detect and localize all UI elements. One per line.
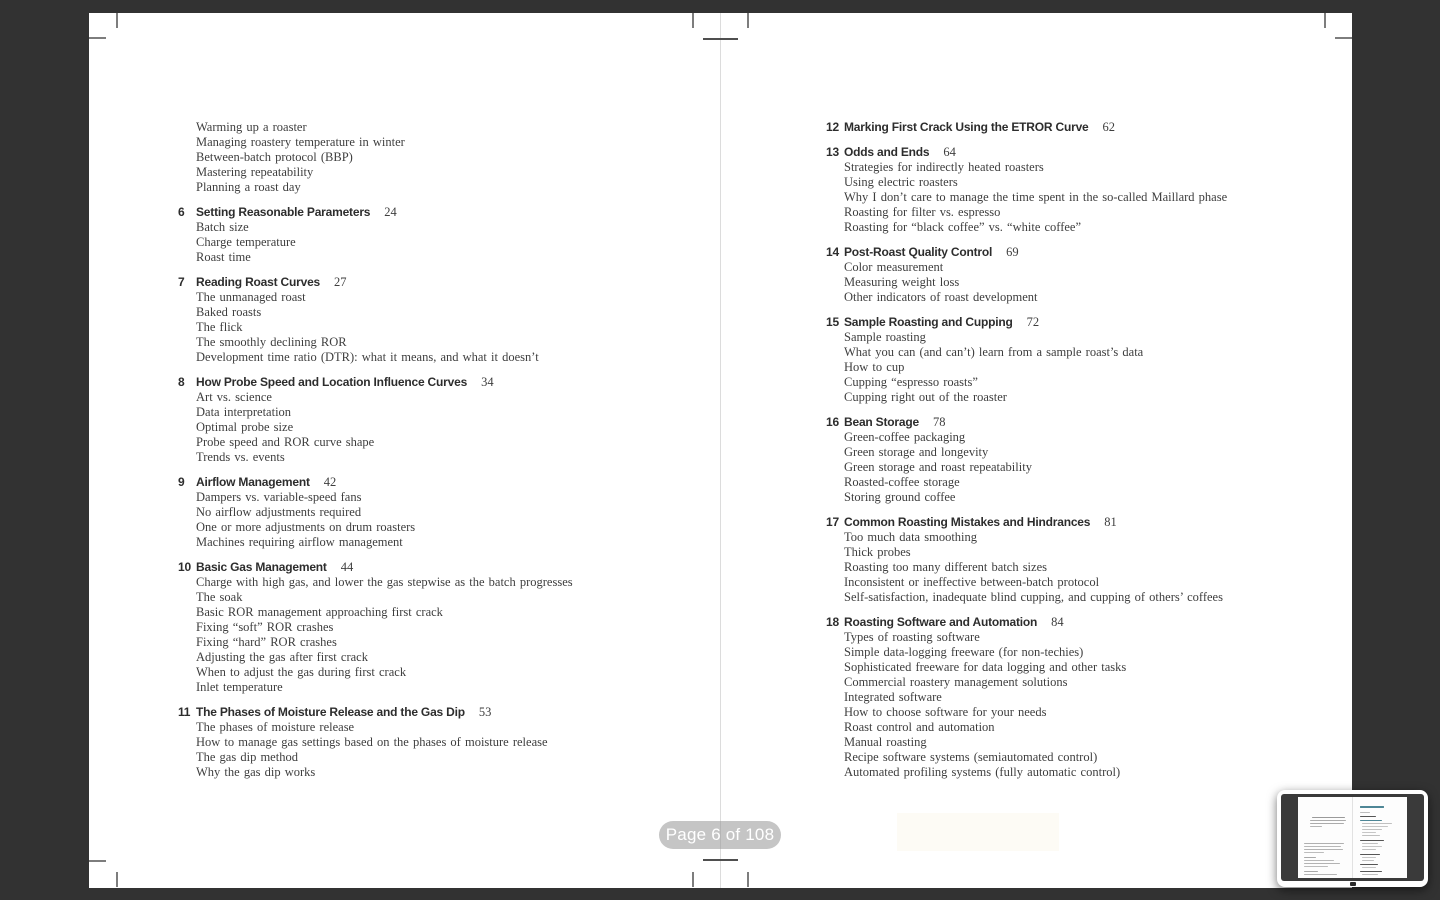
toc-chapter-title: Reading Roast Curves — [196, 275, 321, 289]
toc-entry: Why I don’t care to manage the time spent in the so-called Maillard phase — [844, 190, 1228, 204]
toc-chapter-title: How Probe Speed and Location Influence Curves — [196, 375, 468, 389]
toc-entry: How to choose software for your needs — [844, 705, 1047, 719]
toc-entry: Automated profiling systems (fully automatic control) — [844, 765, 1121, 779]
toc-chapter-row — [178, 705, 658, 720]
toc-chapter-page: 27 — [334, 275, 347, 289]
toc-section — [826, 245, 1306, 305]
toc-chapter-title: Airflow Management — [196, 475, 310, 489]
toc-chapter-row — [178, 275, 658, 290]
toc-entry: Probe speed and ROR curve shape — [196, 435, 375, 449]
toc-chapter-title: Common Roasting Mistakes and Hindrances — [844, 515, 1091, 529]
toc-entry: Inconsistent or ineffective between-batch protocol — [844, 575, 1100, 589]
thumbnail-text-line — [1362, 823, 1392, 824]
toc-entry: The flick — [196, 320, 243, 334]
page-indicator-pill: Page 6 of 108 — [659, 821, 781, 849]
toc-chapter-row — [826, 120, 1306, 135]
toc-chapter-row — [178, 375, 658, 390]
thumbnail-text-line — [1362, 835, 1380, 836]
crop-mark-top-left-h — [89, 37, 106, 39]
toc-entry: Planning a roast day — [196, 180, 301, 194]
toc-section — [178, 375, 658, 465]
toc-section — [178, 120, 658, 195]
thumbnail-text-line — [1310, 820, 1346, 821]
thumbnail-text-line — [1304, 852, 1324, 853]
toc-chapter-title: Sample Roasting and Cupping — [844, 315, 1013, 329]
toc-entry: Charge temperature — [196, 235, 296, 249]
toc-entry: Roasting for filter vs. espresso — [844, 205, 1001, 219]
toc-entry: Green-coffee packaging — [844, 430, 966, 444]
toc-chapter-page: 34 — [481, 375, 494, 389]
thumbnail-text-line — [1304, 843, 1344, 844]
toc-entry: Fixing “soft” ROR crashes — [196, 620, 334, 634]
thumbnail-text-line — [1304, 871, 1318, 872]
toc-entry: No airflow adjustments required — [196, 505, 362, 519]
toc-chapter-number: 8 — [178, 375, 185, 389]
toc-entry: Thick probes — [844, 545, 911, 559]
thumbnail-text-line — [1362, 846, 1382, 847]
toc-entry: Commercial roastery management solutions — [844, 675, 1068, 689]
toc-chapter-row — [178, 205, 658, 220]
thumbnail-text-line — [1360, 864, 1378, 865]
thumbnail-text-line — [1310, 823, 1344, 824]
toc-entry: Simple data-logging freeware (for non-techies) — [844, 645, 1084, 659]
toc-entry: Data interpretation — [196, 405, 292, 419]
faint-highlight — [897, 813, 1059, 851]
toc-entry: Types of roasting software — [844, 630, 980, 644]
thumbnail-spread-frame — [1281, 794, 1424, 881]
thumbnail-text-line — [1304, 860, 1334, 861]
book-spread — [89, 13, 1352, 888]
toc-entry: Manual roasting — [844, 735, 927, 749]
crop-mark-bottom-left-h — [89, 860, 106, 862]
toc-chapter-row — [826, 315, 1306, 330]
toc-entry: Roasting for “black coffee” vs. “white coffee” — [844, 220, 1082, 234]
thumbnail-text-line — [1360, 816, 1376, 817]
toc-section — [826, 120, 1306, 135]
toc-section — [826, 515, 1306, 605]
crop-mark-bottom-left-v — [116, 872, 118, 887]
toc-chapter-row — [826, 245, 1306, 260]
thumbnail-text-line — [1362, 849, 1376, 850]
toc-chapter-title: Roasting Software and Automation — [844, 615, 1038, 629]
toc-entry: Cupping right out of the roaster — [844, 390, 1007, 404]
toc-chapter-page: 69 — [1006, 245, 1019, 259]
toc-entry: Integrated software — [844, 690, 942, 704]
toc-entry: Baked roasts — [196, 305, 262, 319]
toc-chapter-number: 12 — [826, 120, 839, 134]
toc-chapter-page: 62 — [1102, 120, 1116, 134]
toc-chapter-page: 24 — [384, 205, 397, 219]
toc-entry: Fixing “hard” ROR crashes — [196, 635, 337, 649]
crop-mark-bottom-center-v1 — [692, 872, 694, 887]
toc-entry: The gas dip method — [196, 750, 298, 764]
toc-chapter-row — [826, 415, 1306, 430]
thumbnail-text-line — [1362, 860, 1374, 861]
thumbnail-text-line — [1362, 857, 1376, 858]
thumbnail-text-line — [1362, 829, 1382, 830]
toc-chapter-page: 72 — [1026, 315, 1040, 329]
toc-entry: Adjusting the gas after first crack — [196, 650, 368, 664]
toc-chapter-row — [826, 515, 1306, 530]
toc-entry: Charge with high gas, and lower the gas stepwise as the batch progresses — [196, 575, 573, 589]
toc-entry: Green storage and roast repeatability — [844, 460, 1032, 474]
toc-section — [178, 705, 658, 780]
toc-chapter-number: 11 — [178, 705, 191, 719]
thumbnail-text-line — [1304, 849, 1343, 850]
toc-entry: Cupping “espresso roasts” — [844, 375, 978, 389]
thumbnail-text-line — [1304, 866, 1328, 867]
toc-chapter-row — [826, 615, 1306, 630]
toc-chapter-page: 44 — [340, 560, 354, 574]
toc-entry: What you can (and can’t) learn from a sample roast’s data — [844, 345, 1144, 359]
crop-mark-top-center-h — [703, 38, 738, 40]
toc-entry: Measuring weight loss — [844, 275, 960, 289]
thumbnail-text-line — [1362, 874, 1378, 875]
toc-entry: Trends vs. events — [196, 450, 285, 464]
toc-entry: Using electric roasters — [844, 175, 958, 189]
crop-mark-top-center-v1 — [692, 13, 694, 28]
toc-entry: Sophisticated freeware for data logging and other tasks — [844, 660, 1127, 674]
thumbnail-text-line — [1304, 846, 1341, 847]
toc-chapter-number: 15 — [826, 315, 839, 329]
toc-chapter-title: The Phases of Moisture Release and the Gas Dip — [196, 705, 465, 719]
toc-chapter-number: 18 — [826, 615, 839, 629]
toc-section — [178, 275, 658, 365]
page-gutter-line — [720, 13, 721, 888]
thumbnail-text-line — [1304, 874, 1337, 875]
toc-entry: Storing ground coffee — [844, 490, 956, 504]
toc-entry: How to manage gas settings based on the phases of moisture release — [196, 735, 548, 749]
toc-entry: The phases of moisture release — [196, 720, 355, 734]
thumbnail-text-line — [1304, 863, 1340, 864]
page-preview-thumbnail[interactable] — [1277, 790, 1428, 887]
toc-chapter-number: 9 — [178, 475, 185, 489]
thumbnail-text-line — [1362, 843, 1378, 844]
toc-chapter-number: 7 — [178, 275, 185, 289]
toc-chapter-row — [178, 475, 658, 490]
toc-entry: The smoothly declining ROR — [196, 335, 347, 349]
toc-entry: Sample roasting — [844, 330, 926, 344]
toc-entry: Inlet temperature — [196, 680, 283, 694]
thumbnail-text-line — [1360, 812, 1370, 813]
toc-section — [178, 560, 658, 695]
toc-entry: Mastering repeatability — [196, 165, 314, 179]
toc-entry: The unmanaged roast — [196, 290, 306, 304]
crop-mark-top-left-v — [116, 13, 118, 28]
toc-chapter-number: 6 — [178, 205, 185, 219]
toc-chapter-number: 16 — [826, 415, 839, 429]
toc-right-page — [826, 120, 1306, 780]
toc-chapter-title: Odds and Ends — [844, 145, 930, 159]
thumbnail-right-page — [1353, 797, 1407, 878]
toc-entry: Green storage and longevity — [844, 445, 989, 459]
toc-entry: Machines requiring airflow management — [196, 535, 403, 549]
toc-entry: Warming up a roaster — [196, 120, 307, 134]
toc-entry: Batch size — [196, 220, 249, 234]
toc-entry: Development time ratio (DTR): what it means, and what it doesn’t — [196, 350, 539, 364]
toc-section — [178, 475, 658, 550]
toc-chapter-page: 42 — [323, 475, 337, 489]
toc-section — [826, 615, 1306, 780]
thumbnail-text-line — [1360, 871, 1382, 872]
toc-chapter-title: Post-Roast Quality Control — [844, 245, 993, 259]
toc-entry: When to adjust the gas during first crack — [196, 665, 407, 679]
toc-chapter-page: 84 — [1051, 615, 1064, 629]
toc-entry: The soak — [196, 590, 243, 604]
thumbnail-text-line — [1360, 840, 1384, 841]
toc-chapter-page: 81 — [1104, 515, 1117, 529]
crop-mark-bottom-center-v2 — [747, 872, 749, 887]
toc-entry: Roast control and automation — [844, 720, 995, 734]
thumbnail-text-line — [1362, 867, 1376, 868]
toc-chapter-number: 13 — [826, 145, 839, 159]
toc-entry: Optimal probe size — [196, 420, 294, 434]
toc-chapter-page: 53 — [478, 705, 492, 719]
toc-entry: How to cup — [844, 360, 905, 374]
toc-chapter-title: Marking First Crack Using the ETROR Curve — [844, 120, 1089, 134]
thumbnail-left-page — [1298, 797, 1353, 878]
toc-entry: Roasting too many different batch sizes — [844, 560, 1047, 574]
toc-chapter-page: 78 — [932, 415, 946, 429]
toc-entry: Art vs. science — [196, 390, 272, 404]
toc-section — [826, 415, 1306, 505]
thumbnail-text-line — [1360, 806, 1384, 808]
toc-chapter-number: 14 — [826, 245, 839, 259]
toc-chapter-title: Bean Storage — [844, 415, 919, 429]
toc-chapter-row — [178, 560, 658, 575]
toc-section — [826, 145, 1306, 235]
toc-entry: Roast time — [196, 250, 251, 264]
toc-entry: Between-batch protocol (BBP) — [196, 150, 353, 164]
toc-entry: Self-satisfaction, inadequate blind cupping, and cupping of others’ coffees — [844, 590, 1223, 604]
toc-entry: Basic ROR management approaching first crack — [196, 605, 443, 619]
crop-mark-top-right-h — [1335, 37, 1352, 39]
toc-entry: Too much data smoothing — [844, 530, 978, 544]
crop-mark-top-right-v — [1324, 13, 1326, 28]
toc-entry: One or more adjustments on drum roasters — [196, 520, 416, 534]
thumbnail-text-line — [1360, 820, 1382, 821]
toc-entry: Why the gas dip works — [196, 765, 316, 779]
toc-entry: Managing roastery temperature in winter — [196, 135, 405, 149]
toc-section — [178, 205, 658, 265]
thumbnail-text-line — [1362, 826, 1388, 827]
crop-mark-bottom-center-h — [703, 859, 738, 861]
toc-entry: Other indicators of roast development — [844, 290, 1038, 304]
crop-mark-top-center-v2 — [747, 13, 749, 28]
thumbnail-text-line — [1304, 857, 1316, 858]
toc-entry: Roasted-coffee storage — [844, 475, 960, 489]
toc-entry: Dampers vs. variable-speed fans — [196, 490, 362, 504]
toc-chapter-title: Basic Gas Management — [196, 560, 327, 574]
toc-chapter-page: 64 — [943, 145, 956, 159]
toc-chapter-title: Setting Reasonable Parameters — [196, 205, 371, 219]
toc-left-page — [178, 120, 658, 780]
thumbnail-text-line — [1360, 854, 1380, 855]
toc-chapter-number: 10 — [178, 560, 191, 574]
thumbnail-text-line — [1310, 826, 1322, 827]
toc-chapter-row — [826, 145, 1306, 160]
thumbnail-text-line — [1312, 817, 1345, 818]
toc-entry: Color measurement — [844, 260, 944, 274]
toc-entry: Strategies for indirectly heated roasters — [844, 160, 1044, 174]
toc-entry: Recipe software systems (semiautomated control) — [844, 750, 1098, 764]
thumbnail-text-line — [1362, 832, 1376, 833]
toc-section — [826, 315, 1306, 405]
thumbnail-handle — [1350, 882, 1356, 886]
toc-chapter-number: 17 — [826, 515, 839, 529]
